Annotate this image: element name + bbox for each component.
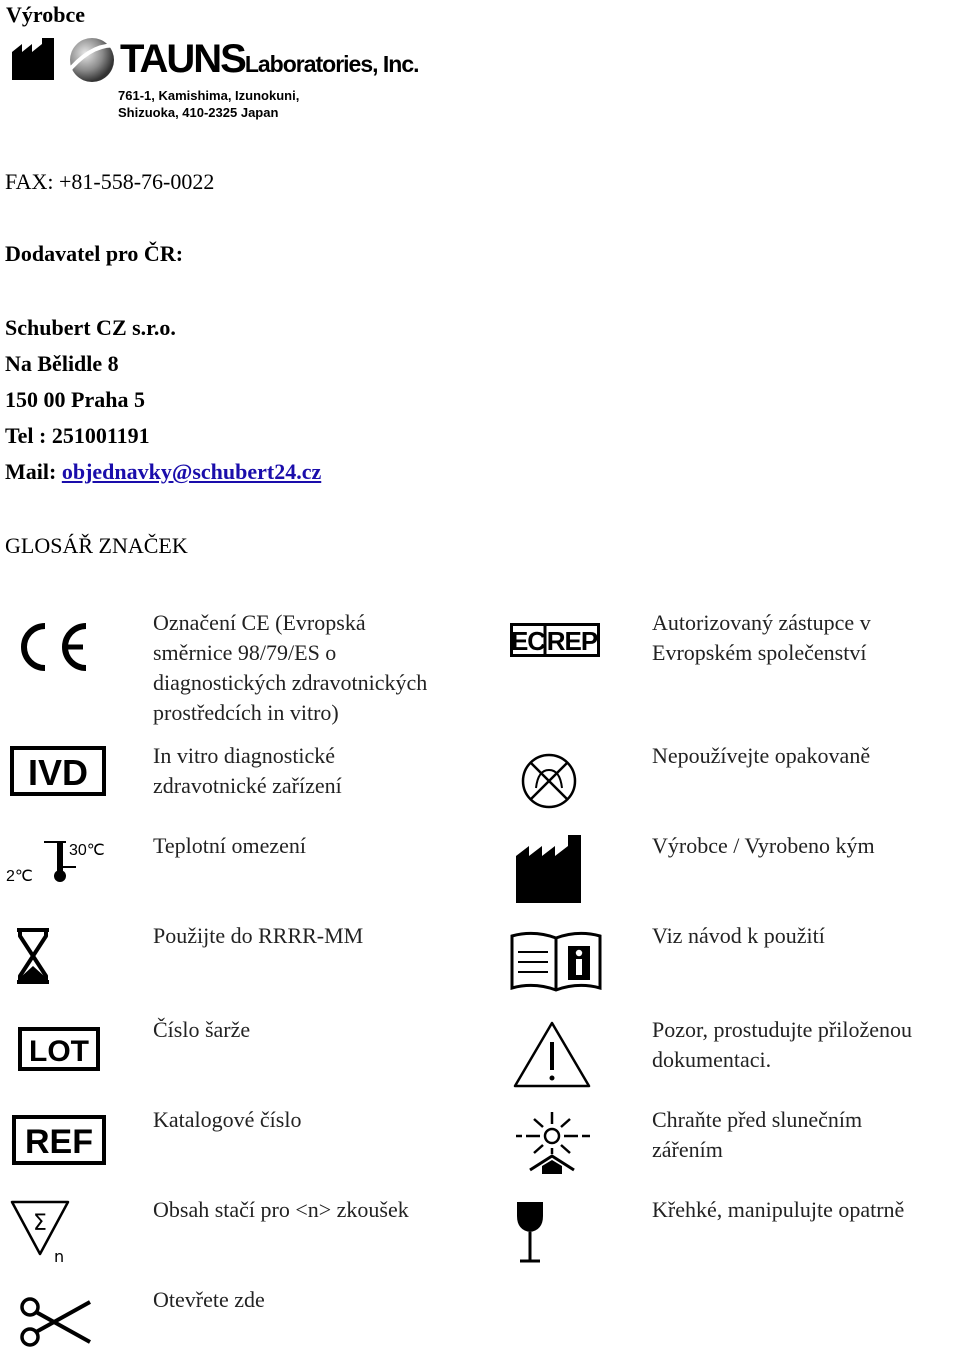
- supplier-street: Na Bělidle 8: [5, 351, 119, 376]
- glossary-text-line: Křehké, manipulujte opatrně: [652, 1197, 905, 1222]
- glossary-right-0: [652, 608, 958, 668]
- ivd-icon-text: IVD: [27, 752, 89, 793]
- glossary-right-1: [652, 741, 958, 771]
- glossary-text-line: Výrobce / Vyrobeno kým: [652, 833, 875, 858]
- glossary-right-4: [652, 1015, 958, 1075]
- ref-icon-text: REF: [25, 1123, 93, 1161]
- glossary-left-4: [153, 1015, 493, 1045]
- supplier-city: 150 00 Praha 5: [5, 387, 145, 412]
- mail-label: Mail:: [5, 459, 62, 484]
- glossary-text-line: Nepoužívejte opakovaně: [652, 743, 871, 768]
- glossary-heading: GLOSÁŘ ZNAČEK: [5, 533, 188, 558]
- factory-logo-icon: [10, 38, 60, 80]
- glossary-text-line: Otevřete zde: [153, 1287, 265, 1312]
- logo-brand-rest: Laboratories, Inc.: [244, 51, 419, 77]
- lot-icon: [18, 1027, 100, 1071]
- glossary-text-line: Pozor, prostudujte přiloženou: [652, 1017, 913, 1042]
- ec-rep-icon: [510, 623, 600, 657]
- globe-logo-icon: [62, 34, 120, 86]
- supplier-phone: Tel : 251001191: [5, 423, 150, 448]
- ce-mark-icon: [14, 620, 90, 674]
- glossary-text-line: Číslo šarže: [153, 1017, 251, 1042]
- logo-brand: TAUNS: [120, 37, 245, 81]
- sigma-symbol: Σ: [33, 1211, 47, 1236]
- glossary-right-6: [652, 1195, 958, 1225]
- instructions-book-icon: [510, 930, 602, 992]
- fragile-icon: [515, 1200, 545, 1264]
- glossary-text-line: Označení CE (Evropská: [153, 610, 366, 635]
- caution-icon: [512, 1020, 592, 1088]
- do-not-reuse-icon: [520, 752, 580, 810]
- tauns-logo: [10, 34, 419, 124]
- glossary-text-line: In vitro diagnostické: [153, 743, 336, 768]
- temp-high-label: 30℃: [69, 842, 105, 859]
- glossary-left-0: [153, 608, 493, 728]
- fax-number: FAX: +81-558-76-0022: [5, 169, 215, 194]
- supplier-mail: [5, 459, 321, 485]
- scissors-icon: [18, 1296, 92, 1348]
- glossary-text-line: Obsah stačí pro <n> zkoušek: [153, 1197, 409, 1222]
- hourglass-icon: [16, 928, 50, 984]
- sigma-n-icon: [10, 1200, 74, 1266]
- glossary-text-line: zářením: [652, 1137, 723, 1162]
- temperature-limit-icon: [6, 835, 110, 887]
- rep-text: REP: [546, 626, 598, 656]
- glossary-text-line: diagnostických zdravotnických: [153, 670, 428, 695]
- glossary-text-line: Viz návod k použití: [652, 923, 825, 948]
- ec-text: EC: [510, 626, 546, 656]
- mail-link[interactable]: objednavky@schubert24.cz: [61, 459, 322, 484]
- supplier-company: Schubert CZ s.r.o.: [5, 315, 176, 340]
- sigma-n-label: n: [54, 1247, 65, 1266]
- temp-low-label: 2℃: [6, 868, 33, 885]
- ref-icon: [12, 1115, 106, 1165]
- glossary-right-3: [652, 921, 958, 951]
- manufacturer-heading: Výrobce: [6, 2, 86, 27]
- glossary-text-line: Chraňte před slunečním: [652, 1107, 863, 1132]
- glossary-left-6: [153, 1195, 493, 1225]
- glossary-left-3: [153, 921, 493, 951]
- glossary-text-line: Použijte do RRRR-MM: [153, 923, 364, 948]
- keep-from-sunlight-icon: [512, 1110, 594, 1176]
- logo-address-line2: Shizuoka, 410-2325 Japan: [118, 105, 279, 120]
- ivd-icon: [10, 746, 106, 796]
- glossary-left-2: [153, 831, 493, 861]
- supplier-heading: Dodavatel pro ČR:: [5, 241, 184, 266]
- glossary-right-5: [652, 1105, 958, 1165]
- glossary-left-7: [153, 1285, 493, 1315]
- factory-icon: [515, 834, 583, 904]
- glossary-text-line: dokumentaci.: [652, 1047, 772, 1072]
- glossary-text-line: Katalogové číslo: [153, 1107, 302, 1132]
- lot-icon-text: LOT: [29, 1035, 89, 1068]
- glossary-text-line: směrnice 98/79/ES o: [153, 640, 337, 665]
- logo-address-line1: 761-1, Kamishima, Izunokuni,: [118, 88, 300, 103]
- glossary-left-1: [153, 741, 493, 801]
- glossary-text-line: Evropském společenství: [652, 640, 867, 665]
- glossary-left-5: [153, 1105, 493, 1135]
- glossary-text-line: zdravotnické zařízení: [153, 773, 342, 798]
- glossary-text-line: Teplotní omezení: [153, 833, 307, 858]
- glossary-text-line: prostředcích in vitro): [153, 700, 339, 725]
- glossary-right-2: [652, 831, 958, 861]
- glossary-text-line: Autorizovaný zástupce v: [652, 610, 871, 635]
